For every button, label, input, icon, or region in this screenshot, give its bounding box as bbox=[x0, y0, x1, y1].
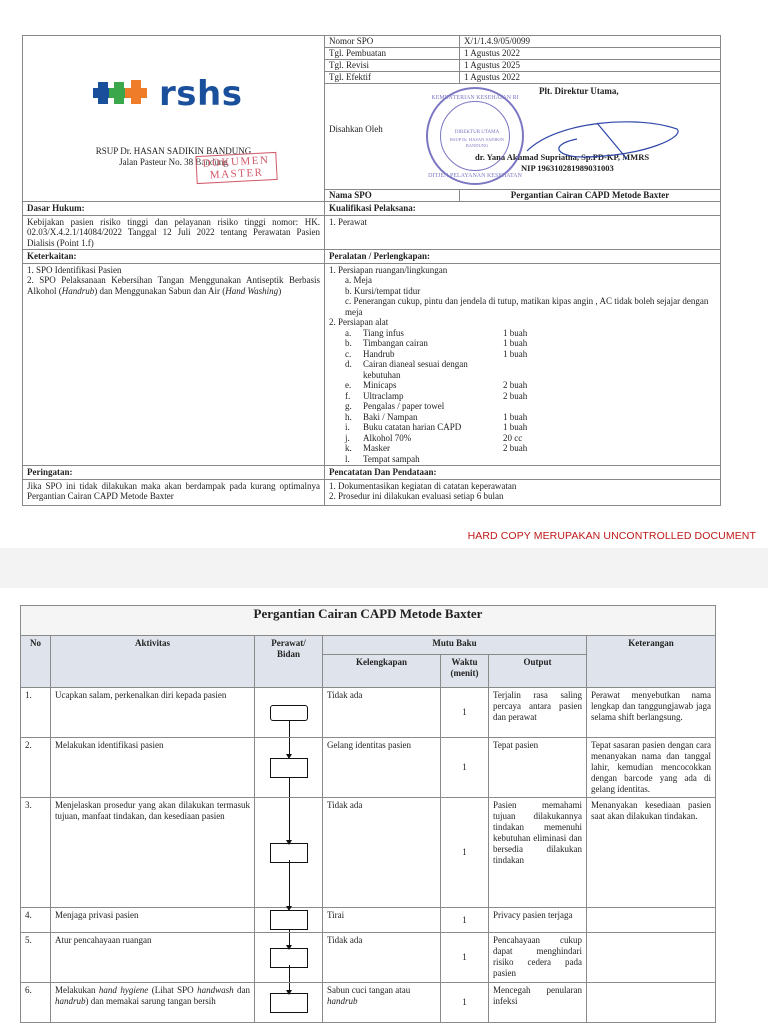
row-flow-symbol bbox=[255, 908, 323, 933]
nama-spo-label: Nama SPO bbox=[325, 190, 460, 202]
process-box-icon bbox=[270, 910, 308, 930]
row-no: 3. bbox=[21, 798, 51, 908]
spo-field-value: 1 Agustus 2022 bbox=[460, 48, 721, 60]
flow-arrow-icon bbox=[289, 720, 290, 737]
director-title: Plt. Direktur Utama, bbox=[539, 86, 619, 96]
flow-arrow-icon bbox=[289, 738, 290, 757]
spo-field-label: Tgl. Revisi bbox=[325, 60, 460, 72]
row-kelengkapan: Tidak ada bbox=[323, 933, 441, 983]
row-keterangan: Menanyakan kesediaan pasien saat akan dilakukan tindakan. bbox=[587, 798, 716, 908]
peralatan-subitem: a. Meja bbox=[345, 275, 372, 285]
spo-field-label: Nomor SPO bbox=[325, 36, 460, 48]
alat-item: b. Timbangan cairan 1 buah bbox=[345, 338, 528, 348]
alat-item: h. Baki / Nampan 1 buah bbox=[345, 411, 528, 422]
hospital-name: RSUP Dr. HASAN SADIKIN BANDUNG bbox=[95, 146, 252, 156]
disahkan-label: Disahkan Oleh bbox=[329, 124, 383, 134]
row-kelengkapan: Tirai bbox=[323, 908, 441, 933]
logo-cell bbox=[23, 36, 325, 202]
spo-field-value: 1 Agustus 2022 bbox=[460, 72, 721, 84]
spo-field-value: X/1/1.4.9/05/0099 bbox=[460, 36, 721, 48]
row-output: Pencahayaan cukup dapat menghindari risiko cedera pada pasien bbox=[489, 933, 587, 983]
keterkaitan-label: Keterkaitan: bbox=[23, 250, 325, 264]
seal-text: KEMENTERIAN KESEHATAN RI bbox=[431, 95, 519, 101]
col-mutu-baku: Mutu Baku bbox=[323, 636, 587, 655]
row-output: Privacy pasien terjaga bbox=[489, 908, 587, 933]
alat-list bbox=[329, 328, 716, 465]
alat-item: j. Alkohol 70% 20 cc bbox=[345, 432, 523, 443]
logo-text: rshs bbox=[159, 73, 243, 114]
official-seal-icon bbox=[426, 87, 524, 185]
row-no: 1. bbox=[21, 688, 51, 738]
page-separator bbox=[0, 548, 768, 588]
table-row bbox=[21, 738, 716, 798]
col-output: Output bbox=[489, 655, 587, 688]
keterkaitan-list bbox=[23, 263, 325, 466]
row-aktivitas: Melakukan identifikasi pasien bbox=[51, 738, 255, 798]
nama-spo-value: Pergantian Cairan CAPD Metode Baxter bbox=[460, 190, 721, 202]
director-nip: NIP 196310281989031003 bbox=[521, 163, 614, 173]
peralatan-subitem: c. Penerangan cukup, pintu dan jendela di tutup, matikan kipas angin , AC tidak boleh sejajar dengan meja bbox=[345, 296, 709, 317]
hospital-address: Jalan Pasteur No. 38 Bandung bbox=[119, 157, 228, 167]
row-kelengkapan: Tidak ada bbox=[323, 688, 441, 738]
row-output: Pasien memahami tujuan dilakukannya tindakan memenuhi kebutuhan eliminasi dan bersedia dilakukan tindakan bbox=[489, 798, 587, 908]
alat-item: g. Pengalas / paper towel bbox=[345, 401, 445, 411]
alat-item: e. Minicaps 2 buah bbox=[345, 380, 528, 390]
director-name: dr. Yana Akhmad Supriatna, Sp.PD-KP, MMRS bbox=[475, 152, 650, 162]
spo-field-label: Tgl. Pembuatan bbox=[325, 48, 460, 60]
row-waktu: 1 bbox=[441, 738, 489, 798]
col-waktu: Waktu (menit) bbox=[441, 655, 489, 688]
stamp-line-1: DOKUMEN bbox=[202, 154, 270, 170]
col-no: No bbox=[21, 636, 51, 688]
peralatan-list bbox=[325, 263, 721, 466]
flow-arrow-icon bbox=[289, 798, 290, 843]
alat-item: i. Buku catatan harian CAPD 1 buah bbox=[345, 422, 528, 432]
flow-arrow-icon bbox=[289, 983, 290, 993]
spo-field-value: 1 Agustus 2025 bbox=[460, 60, 721, 72]
spo-body-table bbox=[22, 201, 721, 506]
row-output: Terjalin rasa saling percaya antara pasien dan perawat bbox=[489, 688, 587, 738]
row-no: 6. bbox=[21, 983, 51, 1023]
table-row bbox=[21, 933, 716, 983]
process-box-icon bbox=[270, 993, 308, 1013]
flow-table bbox=[20, 605, 716, 1023]
spo-header-page bbox=[22, 35, 721, 500]
flow-title: Pergantian Cairan CAPD Metode Baxter bbox=[21, 606, 716, 636]
row-kelengkapan: Sabun cuci tangan atau handrub bbox=[323, 983, 441, 1023]
row-no: 5. bbox=[21, 933, 51, 983]
table-row bbox=[21, 983, 716, 1023]
alat-item: l. Tempat sampah bbox=[345, 453, 420, 464]
col-kelengkapan: Kelengkapan bbox=[323, 655, 441, 688]
row-waktu: 1 bbox=[441, 933, 489, 983]
spo-field-label: Tgl. Efektif bbox=[325, 72, 460, 84]
process-box-icon bbox=[270, 758, 308, 778]
row-aktivitas: Menjaga privasi pasien bbox=[51, 908, 255, 933]
row-flow-symbol bbox=[255, 983, 323, 1023]
pencatatan-label: Pencatatan Dan Pendataan: bbox=[325, 466, 721, 480]
dasar-hukum-label: Dasar Hukum: bbox=[23, 202, 325, 216]
seal-inner-text-2: RSUP Dr. HASAN SADIKIN BANDUNG bbox=[449, 137, 505, 148]
dasar-hukum-text: Kebijakan pasien risiko tinggi dan pelayanan risiko tinggi nomor: HK. 02.03/X.4.2.1/14084/2022 Tanggal 12 Juli 2022 tentang Perawatan Pasien Dialisis (Point 1.f) bbox=[23, 215, 325, 250]
kualifikasi-item: 1. Perawat bbox=[325, 215, 721, 250]
terminator-shape-icon bbox=[270, 705, 308, 721]
peralatan-label: Peralatan / Perlengkapan: bbox=[325, 250, 721, 264]
row-no: 2. bbox=[21, 738, 51, 798]
stamp-line-2: MASTER bbox=[209, 166, 264, 182]
alat-item: d. Cairan dianeal sesuai dengan kebutuhan bbox=[345, 359, 468, 380]
row-keterangan bbox=[587, 983, 716, 1023]
peralatan-item-1: 1. Persiapan ruangan/lingkungan bbox=[329, 264, 448, 275]
col-keterangan: Keterangan bbox=[587, 636, 716, 688]
dokumen-master-stamp bbox=[195, 152, 277, 184]
pencatatan-item: 1. Dokumentasikan kegiatan di catatan keperawatan bbox=[329, 480, 517, 491]
row-output: Mencegah penularan infeksi bbox=[489, 983, 587, 1023]
flow-arrow-icon bbox=[289, 777, 290, 798]
row-flow-symbol bbox=[255, 738, 323, 798]
hospital-cross-icon bbox=[93, 76, 155, 112]
row-waktu: 1 bbox=[441, 688, 489, 738]
row-flow-symbol bbox=[255, 688, 323, 738]
row-aktivitas: Ucapkan salam, perkenalkan diri kepada pasien bbox=[51, 688, 255, 738]
row-flow-symbol bbox=[255, 933, 323, 983]
row-aktivitas: Melakukan hand hygiene (Lihat SPO handwash dan handrub) dan memakai sarung tangan bersih bbox=[51, 983, 255, 1023]
peralatan-subitem: b. Kursi/tempat tidur bbox=[345, 285, 421, 296]
peralatan-item-2: 2. Persiapan alat bbox=[329, 317, 389, 327]
row-keterangan bbox=[587, 908, 716, 933]
row-aktivitas: Atur pencahayaan ruangan bbox=[51, 933, 255, 983]
alat-item: f. Ultraclamp 2 buah bbox=[345, 390, 528, 401]
flow-arrow-icon bbox=[289, 908, 290, 909]
row-waktu: 1 bbox=[441, 908, 489, 933]
row-output: Tepat pasien bbox=[489, 738, 587, 798]
peringatan-text: Jika SPO ini tidak dilakukan maka akan berdampak pada kurang optimalnya Pergantian Cairan CAPD Metode Baxter bbox=[23, 479, 325, 505]
flow-arrow-icon bbox=[289, 860, 290, 907]
col-aktivitas: Aktivitas bbox=[51, 636, 255, 688]
uncontrolled-notice: HARD COPY MERUPAKAN UNCONTROLLED DOCUMENT bbox=[467, 530, 756, 542]
seal-inner-text: DIREKTUR UTAMA bbox=[454, 130, 500, 135]
row-keterangan bbox=[587, 933, 716, 983]
table-row bbox=[21, 688, 716, 738]
table-row bbox=[21, 798, 716, 908]
row-waktu: 1 bbox=[441, 983, 489, 1023]
flow-arrow-icon bbox=[289, 965, 290, 982]
row-aktivitas: Menjelaskan prosedur yang akan dilakukan termasuk tujuan, manfaat tindakan, dan kesediaan pasien bbox=[51, 798, 255, 908]
alat-item: c. Handrub 1 buah bbox=[345, 348, 528, 359]
alat-item: a. Tiang infus 1 buah bbox=[345, 327, 528, 338]
row-kelengkapan: Gelang identitas pasien bbox=[323, 738, 441, 798]
flow-arrow-icon bbox=[289, 933, 290, 948]
row-waktu: 1 bbox=[441, 798, 489, 908]
keterkaitan-item-2: 2. SPO Pelaksanaan Kebersihan Tangan Menggunakan Antiseptik Berbasis Alkohol (Handrub) dan Menggunakan Sabun dan Air (Hand Washing) bbox=[27, 275, 320, 296]
kualifikasi-label: Kualifikasi Pelaksana: bbox=[325, 202, 721, 216]
pencatatan-list bbox=[325, 479, 721, 505]
alat-item: k. Masker 2 buah bbox=[345, 443, 528, 453]
peringatan-label: Peringatan: bbox=[23, 466, 325, 480]
col-pelaksana: Perawat/ Bidan bbox=[255, 636, 323, 688]
seal-bottom-text: DITJEN PELAYANAN KESEHATAN bbox=[428, 173, 522, 179]
pencatatan-item: 2. Prosedur ini dilakukan evaluasi setiap 6 bulan bbox=[329, 491, 504, 501]
table-row bbox=[21, 908, 716, 933]
row-kelengkapan: Tidak ada bbox=[323, 798, 441, 908]
signature-icon bbox=[517, 115, 687, 163]
keterkaitan-item-1: 1. SPO Identifikasi Pasien bbox=[27, 264, 122, 275]
row-keterangan: Tepat sasaran pasien dengan cara menanyakan nama dan tanggal lahir, kemudian mencocokkan dengan barcode yang ada di gelang identitas. bbox=[587, 738, 716, 798]
row-keterangan: Perawat menyebutkan nama lengkap dan tanggungjawab jaga selama shift berlangsung. bbox=[587, 688, 716, 738]
row-flow-symbol bbox=[255, 798, 323, 908]
rshs-logo bbox=[93, 73, 243, 114]
flow-page bbox=[20, 605, 716, 1024]
row-no: 4. bbox=[21, 908, 51, 933]
